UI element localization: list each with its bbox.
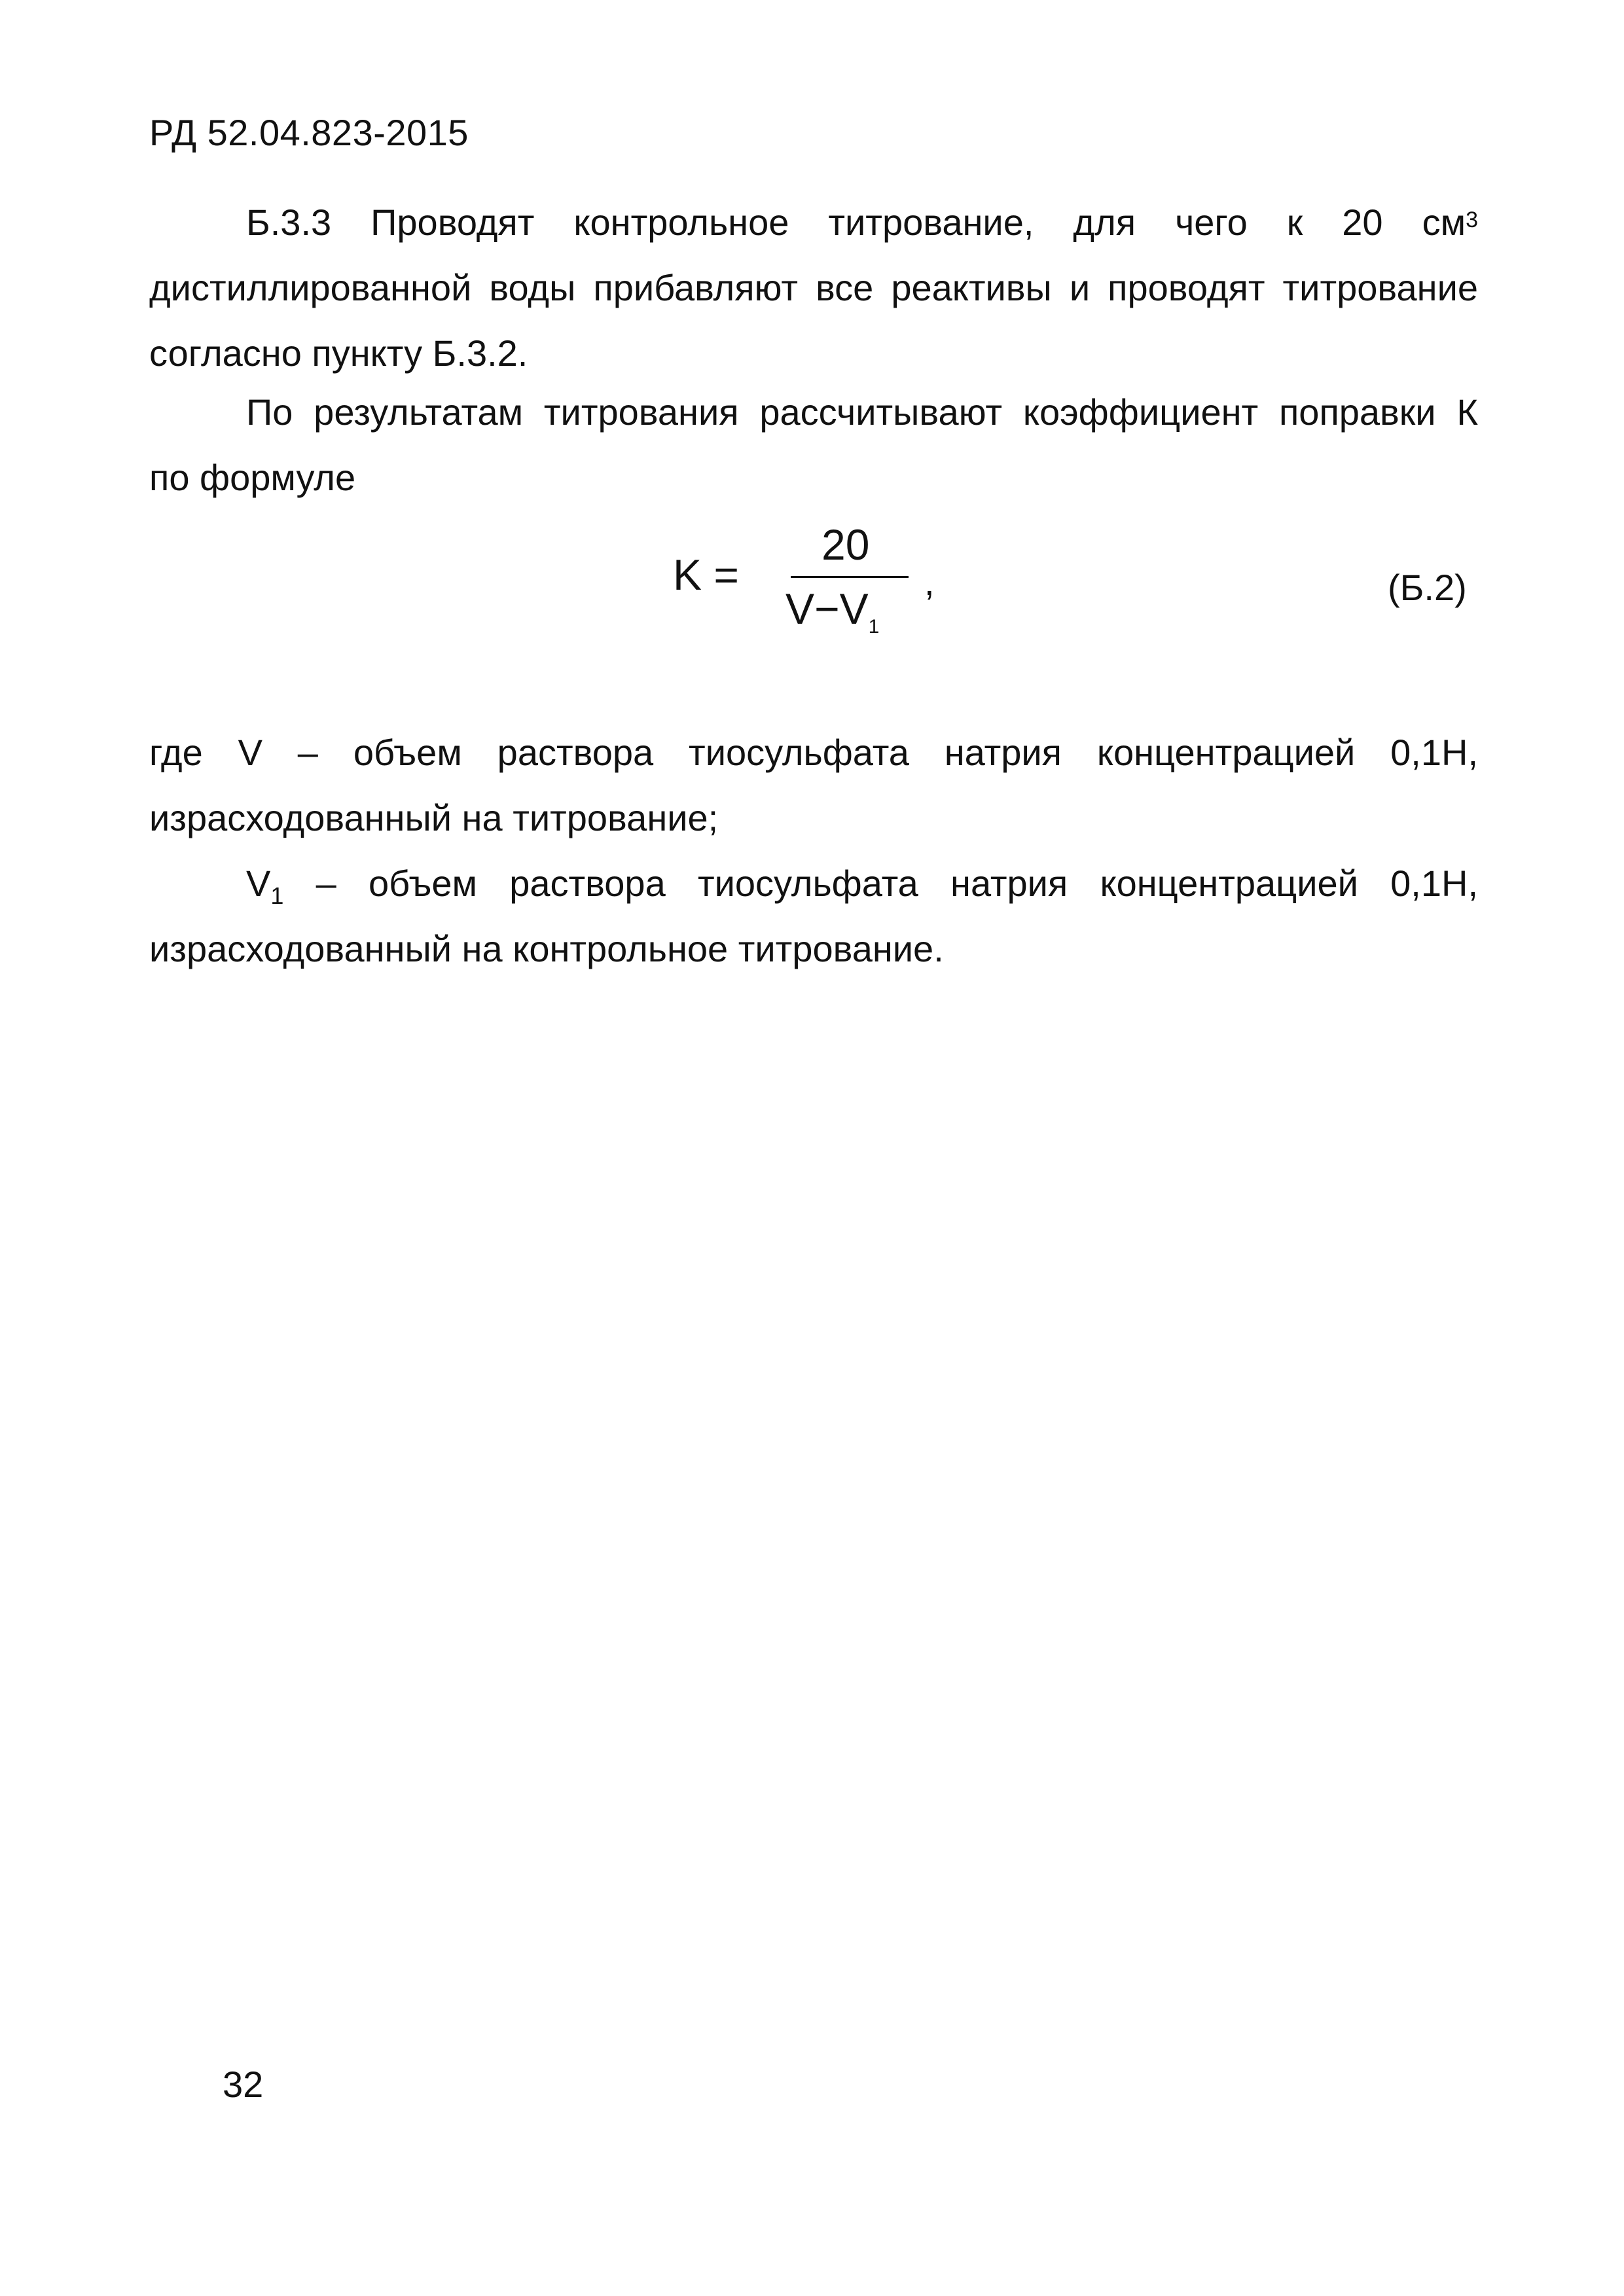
formula-b-2 xyxy=(668,517,943,661)
formula-numerator: 20 xyxy=(821,520,870,569)
document-code-header: РД 52.04.823-2015 xyxy=(149,112,469,153)
formula-lhs: K = xyxy=(673,550,739,599)
paragraph-b-3-3-line-1: Б.3.3 Проводят контрольное титрование, для чего к 20 $см^3$ xyxy=(246,202,1478,243)
formula-comma: , xyxy=(924,562,935,603)
denominator-subscript: 1 xyxy=(868,616,880,637)
paragraph-b-3-3 xyxy=(149,190,1478,386)
paragraph-where-v-line-2: израсходованный на титрование; xyxy=(149,797,719,838)
symbol-v1: $V_1$ xyxy=(246,863,284,909)
paragraph-b-3-3-line-3: согласно пункту Б.3.2. xyxy=(149,332,528,374)
clause-number: Б.3.3 xyxy=(246,202,332,243)
paragraph-b-3-3-line-2: дистиллированной воды прибавляют все реактивы и проводят титрование xyxy=(149,267,1478,308)
paragraph-v1 xyxy=(149,851,1478,982)
paragraph-where-v-line-1: где V – объем раствора тиосульфата натрия концентрацией 0,1Н, xyxy=(149,732,1478,773)
page-number: 32 xyxy=(223,2064,264,2105)
paragraph-coefficient-line-2: по формуле xyxy=(149,457,356,498)
fraction-bar xyxy=(791,576,909,578)
paragraph-coefficient xyxy=(149,380,1478,511)
paragraph-coefficient-line-1: По результатам титрования рассчитывают коэффициент поправки К xyxy=(246,391,1478,433)
equation-number: (Б.2) xyxy=(1388,567,1467,608)
formula-denominator: $V-V_1$ xyxy=(785,584,880,637)
paragraph-v1-line-2: израсходованный на контрольное титрование. xyxy=(149,928,944,969)
paragraph-where-v xyxy=(149,720,1478,851)
paragraph-v1-line-1: $V_1$ – объем раствора тиосульфата натрия концентрацией 0,1Н, xyxy=(246,863,1478,909)
unit-cm3: $см^3$ xyxy=(1422,202,1478,243)
